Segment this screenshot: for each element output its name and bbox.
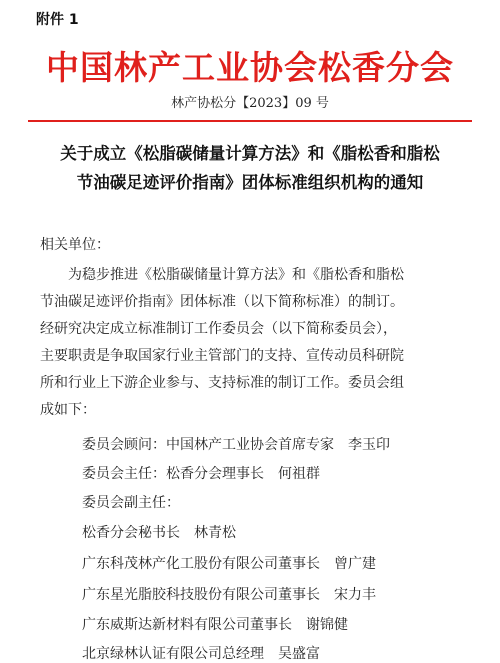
organization-title: 中国林产工业协会松香分会 [46,48,454,87]
notice-title-line: 关于成立《松脂碳储量计算方法》和《脂松香和脂松 [60,144,440,163]
body-line: 主要职责是争取国家行业主管部门的支持、宣传动员科研院 [40,348,404,364]
notice-title [40,139,460,197]
committee-director: 委员会主任：松香分会理事长 何祖群 [82,466,320,482]
header-divider [28,120,472,122]
body-line: 成如下： [40,402,96,418]
body-paragraph [40,262,460,424]
committee-deputy-item: 广东科茂林产化工股份有限公司董事长 曾广建 [82,556,376,572]
document-number: 林产协松分【2023】09 号 [171,96,329,111]
committee-advisor: 委员会顾问：中国林产工业协会首席专家 李玉印 [82,437,390,453]
committee-deputy-item: 松香分会秘书长 林青松 [82,525,236,541]
salutation: 相关单位： [40,237,110,253]
committee-deputy-item: 广东威斯达新材料有限公司董事长 谢锦健 [82,617,348,633]
notice-title-line: 节油碳足迹评价指南》团体标准组织机构的通知 [76,173,424,192]
committee-deputy-item: 北京绿林认证有限公司总经理 吴盛富 [82,646,320,662]
committee-deputy-item: 广东星光脂胶科技股份有限公司董事长 宋力丰 [82,587,376,603]
body-line: 所和行业上下游企业参与、支持标准的制订工作。委员会组 [40,375,404,391]
body-line: 为稳步推进《松脂碳储量计算方法》和《脂松香和脂松 [68,267,404,283]
body-line: 经研究决定成立标准制订工作委员会（以下简称委员会）， [40,321,397,337]
body-line: 节油碳足迹评价指南》团体标准（以下简称标准）的制订。 [40,294,404,310]
attachment-label: 附件 1 [36,12,79,28]
committee-deputy-heading: 委员会副主任： [82,495,180,511]
